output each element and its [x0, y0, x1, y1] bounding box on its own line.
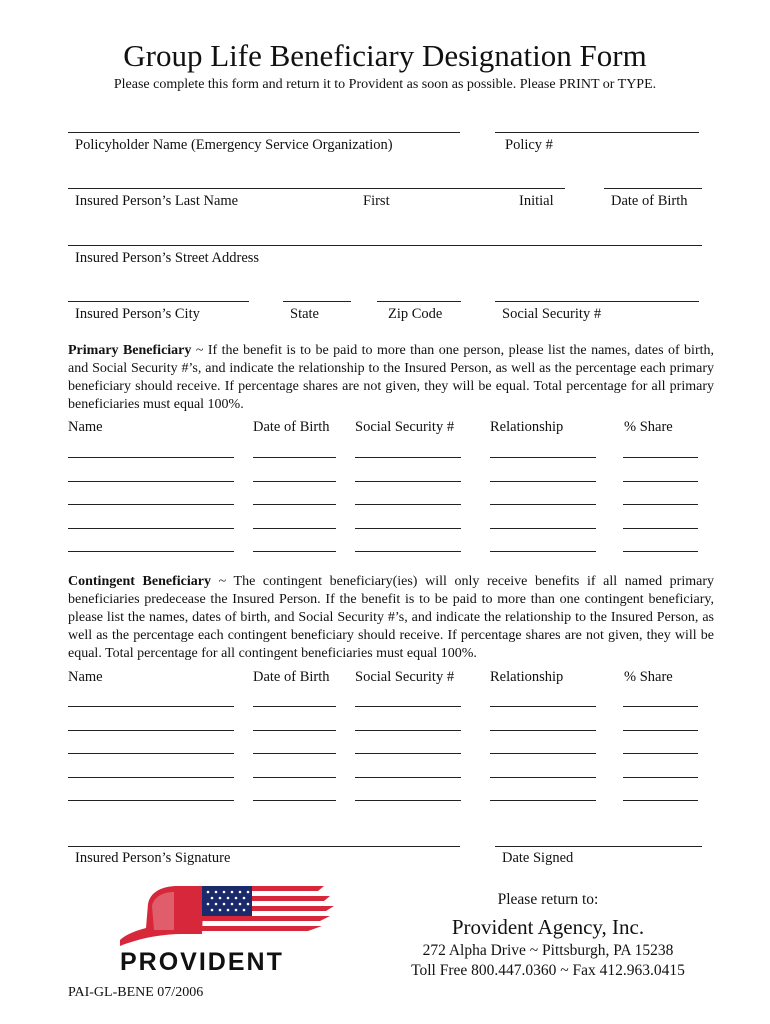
- primary-text: ~ If the benefit is to be paid to more than one person, please list the names, dates of birth, and Social Security #’s, and indicate the relationship to the Insured Person, as well as the percentage each primary beneficiary should receive. If percentage shares are not given, they will be equal. Total percentage for all primary beneficiaries must equal 100%.: [68, 343, 714, 412]
- primary-ssn-line[interactable]: [355, 551, 461, 552]
- date-signed-label: Date Signed: [502, 850, 574, 866]
- primary-share-line[interactable]: [623, 504, 698, 505]
- primary-col-relationship: Relationship: [490, 419, 564, 435]
- contingent-share-line[interactable]: [623, 730, 698, 731]
- primary-col-dob: Date of Birth: [253, 419, 330, 435]
- contingent-text: ~ The contingent beneficiary(ies) will only receive benefits if all named primary beneficiaries predecease the Insured Person. If the benefit is to be paid to more than one contingent beneficiary, please list the names, dates of birth, and Social Security #’s, and indicate the relationship to the Insured Person, as well as the percentage each contingent beneficiary should receive. If percentage shares are not given, they will be equal. Total percentage for all contingent beneficiaries must equal 100%.: [68, 574, 715, 661]
- return-company: Provident Agency, Inc.: [451, 915, 645, 939]
- contingent-beneficiary-instructions: [68, 573, 714, 663]
- contingent-dob-line[interactable]: [253, 800, 336, 801]
- contingent-name-line[interactable]: [68, 800, 234, 801]
- contingent-ssn-line[interactable]: [355, 753, 461, 754]
- policy-number-line[interactable]: [495, 132, 699, 133]
- city-line[interactable]: [68, 301, 249, 302]
- contingent-name-line[interactable]: [68, 753, 234, 754]
- form-code: PAI-GL-BENE 07/2006: [68, 985, 204, 1000]
- contingent-dob-line[interactable]: [253, 753, 336, 754]
- primary-col-share: % Share: [624, 419, 673, 435]
- date-signed-line[interactable]: [495, 846, 702, 847]
- ssn-line[interactable]: [495, 301, 699, 302]
- contingent-ssn-line[interactable]: [355, 706, 461, 707]
- policy-number-label: Policy #: [505, 137, 553, 153]
- first-name-label: First: [363, 193, 390, 209]
- contingent-name-line[interactable]: [68, 706, 234, 707]
- primary-ssn-line[interactable]: [355, 528, 461, 529]
- insured-name-line[interactable]: [68, 188, 565, 189]
- primary-dob-line[interactable]: [253, 528, 336, 529]
- primary-relationship-line[interactable]: [490, 457, 596, 458]
- contingent-name-line[interactable]: [68, 777, 234, 778]
- last-name-label: Insured Person’s Last Name: [75, 193, 239, 209]
- primary-share-line[interactable]: [623, 551, 698, 552]
- primary-share-line[interactable]: [623, 457, 698, 458]
- contingent-share-line[interactable]: [623, 706, 698, 707]
- contingent-col-relationship: Relationship: [490, 669, 564, 685]
- contingent-share-line[interactable]: [623, 800, 698, 801]
- primary-share-line[interactable]: [623, 481, 698, 482]
- return-phone: Toll Free 800.447.0360 ~ Fax 412.963.0415: [411, 962, 685, 979]
- state-line[interactable]: [283, 301, 351, 302]
- city-label: Insured Person’s City: [75, 306, 200, 322]
- primary-dob-line[interactable]: [253, 551, 336, 552]
- street-address-line[interactable]: [68, 245, 702, 246]
- contingent-dob-line[interactable]: [253, 706, 336, 707]
- primary-beneficiary-instructions: [68, 342, 714, 414]
- contingent-relationship-line[interactable]: [490, 800, 596, 801]
- contingent-heading: Contingent Beneficiary: [68, 574, 211, 589]
- dob-label: Date of Birth: [611, 193, 688, 209]
- primary-heading: Primary Beneficiary: [68, 343, 192, 358]
- contingent-col-name: Name: [68, 669, 103, 685]
- state-label: State: [290, 306, 319, 322]
- contingent-col-ssn: Social Security #: [355, 669, 455, 685]
- primary-relationship-line[interactable]: [490, 551, 596, 552]
- ssn-label: Social Security #: [502, 306, 602, 322]
- contingent-col-share: % Share: [624, 669, 673, 685]
- policyholder-name-label: Policyholder Name (Emergency Service Organization): [75, 137, 393, 153]
- primary-col-name: Name: [68, 419, 103, 435]
- return-address: 272 Alpha Drive ~ Pittsburgh, PA 15238: [422, 942, 674, 959]
- primary-col-ssn: Social Security #: [355, 419, 455, 435]
- primary-relationship-line[interactable]: [490, 528, 596, 529]
- zip-label: Zip Code: [388, 306, 443, 322]
- contingent-share-line[interactable]: [623, 753, 698, 754]
- primary-name-line[interactable]: [68, 528, 234, 529]
- page-title: Group Life Beneficiary Designation Form: [123, 38, 647, 73]
- primary-relationship-line[interactable]: [490, 504, 596, 505]
- policyholder-name-line[interactable]: [68, 132, 460, 133]
- contingent-dob-line[interactable]: [253, 777, 336, 778]
- signature-label: Insured Person’s Signature: [75, 850, 231, 866]
- primary-dob-line[interactable]: [253, 457, 336, 458]
- primary-ssn-line[interactable]: [355, 481, 461, 482]
- zip-line[interactable]: [377, 301, 461, 302]
- primary-dob-line[interactable]: [253, 504, 336, 505]
- contingent-ssn-line[interactable]: [355, 730, 461, 731]
- contingent-dob-line[interactable]: [253, 730, 336, 731]
- street-address-label: Insured Person’s Street Address: [75, 250, 260, 266]
- primary-relationship-line[interactable]: [490, 481, 596, 482]
- contingent-relationship-line[interactable]: [490, 706, 596, 707]
- contingent-col-dob: Date of Birth: [253, 669, 330, 685]
- primary-ssn-line[interactable]: [355, 457, 461, 458]
- contingent-relationship-line[interactable]: [490, 730, 596, 731]
- primary-name-line[interactable]: [68, 481, 234, 482]
- primary-name-line[interactable]: [68, 551, 234, 552]
- primary-name-line[interactable]: [68, 457, 234, 458]
- contingent-ssn-line[interactable]: [355, 777, 461, 778]
- dob-line[interactable]: [604, 188, 702, 189]
- signature-line[interactable]: [68, 846, 460, 847]
- provident-logo-text: PROVIDENT: [120, 948, 284, 976]
- primary-share-line[interactable]: [623, 528, 698, 529]
- contingent-ssn-line[interactable]: [355, 800, 461, 801]
- page-subtitle: Please complete this form and return it to Provident as soon as possible. Please PRINT or TYPE.: [113, 77, 657, 92]
- contingent-relationship-line[interactable]: [490, 777, 596, 778]
- provident-logo: [112, 884, 337, 974]
- primary-dob-line[interactable]: [253, 481, 336, 482]
- return-intro: Please return to:: [497, 891, 599, 908]
- fire-helmet-flag-icon: [112, 884, 337, 946]
- contingent-name-line[interactable]: [68, 730, 234, 731]
- contingent-relationship-line[interactable]: [490, 753, 596, 754]
- primary-ssn-line[interactable]: [355, 504, 461, 505]
- initial-label: Initial: [519, 193, 554, 209]
- contingent-share-line[interactable]: [623, 777, 698, 778]
- primary-name-line[interactable]: [68, 504, 234, 505]
